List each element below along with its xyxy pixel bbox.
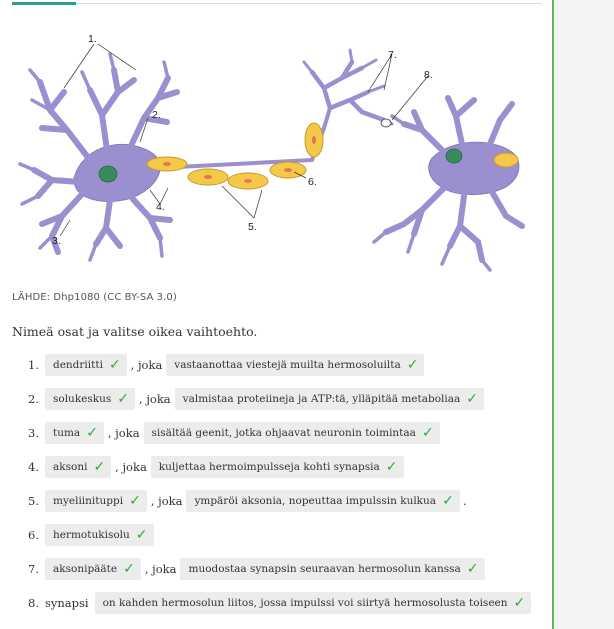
function-value: muodostaa synapsin seuraavan hermosolun kanssa <box>188 563 461 575</box>
function-dropdown[interactable] <box>166 354 424 376</box>
function-value: ympäröi aksonia, nopeuttaa impulssin kulkua <box>194 495 437 507</box>
answer-number: 3. <box>28 426 39 440</box>
image-source-caption: LÄHDE: Dhp1080 (CC BY-SA 3.0) <box>12 292 177 303</box>
answer-row-6 <box>28 522 154 548</box>
diagram-label-1: 1. <box>88 33 97 45</box>
check-icon: ✓ <box>513 595 526 611</box>
function-value: sisältää geenit, jotka ohjaavat neuronin toimintaa <box>151 427 416 439</box>
answer-number: 1. <box>28 358 39 372</box>
answer-row-7 <box>28 556 485 582</box>
function-value: valmistaa proteiineja ja ATP:tä, ylläpitää metaboliaa <box>182 393 461 405</box>
check-icon: ✓ <box>123 561 135 577</box>
term-dropdown[interactable] <box>45 558 141 580</box>
term-value: tuma <box>52 427 81 439</box>
check-icon: ✓ <box>421 425 434 441</box>
answer-number: 4. <box>28 460 39 474</box>
diagram-label-2: 2. <box>152 109 161 121</box>
answer-number: 6. <box>28 528 39 542</box>
sentence-period: . <box>462 494 467 508</box>
function-dropdown[interactable] <box>175 388 484 410</box>
answer-row-5 <box>28 488 466 514</box>
term-dropdown[interactable] <box>45 354 127 376</box>
task-instruction: Nimeä osat ja valitse oikea vaihtoehto. <box>12 324 258 339</box>
term-dropdown[interactable] <box>45 422 104 444</box>
term-value: dendriitti <box>52 359 103 371</box>
answer-number: 5. <box>28 494 39 508</box>
term-dropdown[interactable] <box>45 490 147 512</box>
diagram-label-5: 5. <box>248 221 257 233</box>
check-icon: ✓ <box>466 391 479 407</box>
term-value: hermotukisolu <box>52 529 130 541</box>
answer-row-8 <box>28 590 531 616</box>
answer-row-4 <box>28 454 404 480</box>
function-dropdown[interactable] <box>180 558 484 580</box>
function-dropdown[interactable] <box>144 422 440 444</box>
diagram-label-6: 6. <box>308 176 317 188</box>
check-icon: ✓ <box>129 493 141 509</box>
active-tab-indicator <box>12 2 76 5</box>
diagram-label-7: 7. <box>388 49 397 61</box>
term-value: myeliinituppi <box>52 495 124 507</box>
check-icon: ✓ <box>117 391 130 407</box>
function-dropdown[interactable] <box>186 490 459 512</box>
joka-text: , joka <box>144 562 177 576</box>
term-text: synapsi <box>44 596 89 610</box>
function-dropdown[interactable] <box>95 592 532 614</box>
answer-number: 8. <box>28 596 39 610</box>
check-icon: ✓ <box>86 425 98 441</box>
answer-row-1 <box>28 352 424 378</box>
term-dropdown[interactable] <box>45 388 135 410</box>
answer-row-3 <box>28 420 440 446</box>
answer-number: 2. <box>28 392 39 406</box>
neuron-diagram <box>12 20 532 275</box>
term-value: solukeskus <box>52 393 112 405</box>
diagram-label-4: 4. <box>156 201 165 213</box>
term-value: aksonipääte <box>52 563 118 575</box>
answer-row-2 <box>28 386 484 412</box>
joka-text: , joka <box>150 494 183 508</box>
term-dropdown[interactable] <box>45 456 111 478</box>
joka-text: , joka <box>139 392 171 406</box>
joka-text: , joka <box>130 358 163 372</box>
term-value: aksoni <box>52 461 88 473</box>
check-icon: ✓ <box>442 493 454 509</box>
top-divider <box>12 3 542 4</box>
check-icon: ✓ <box>406 357 419 373</box>
function-value: on kahden hermosolun liitos, jossa impulssi voi siirtyä hermosolusta toiseen <box>102 597 508 609</box>
joka-text: , joka <box>107 426 140 440</box>
right-gutter <box>554 0 614 629</box>
diagram-label-3: 3. <box>52 235 61 247</box>
term-dropdown[interactable] <box>45 524 154 546</box>
function-value: kuljettaa hermoimpulsseja kohti synapsia <box>158 461 380 473</box>
check-icon: ✓ <box>93 459 106 475</box>
check-icon: ✓ <box>108 357 121 373</box>
function-dropdown[interactable] <box>151 456 404 478</box>
check-icon: ✓ <box>466 561 479 577</box>
function-value: vastaanottaa viestejä muilta hermosoluilta <box>174 359 401 371</box>
joka-text: , joka <box>115 460 147 474</box>
diagram-label-8: 8. <box>424 69 433 81</box>
check-icon: ✓ <box>385 459 398 475</box>
check-icon: ✓ <box>135 527 148 543</box>
answer-number: 7. <box>28 562 39 576</box>
